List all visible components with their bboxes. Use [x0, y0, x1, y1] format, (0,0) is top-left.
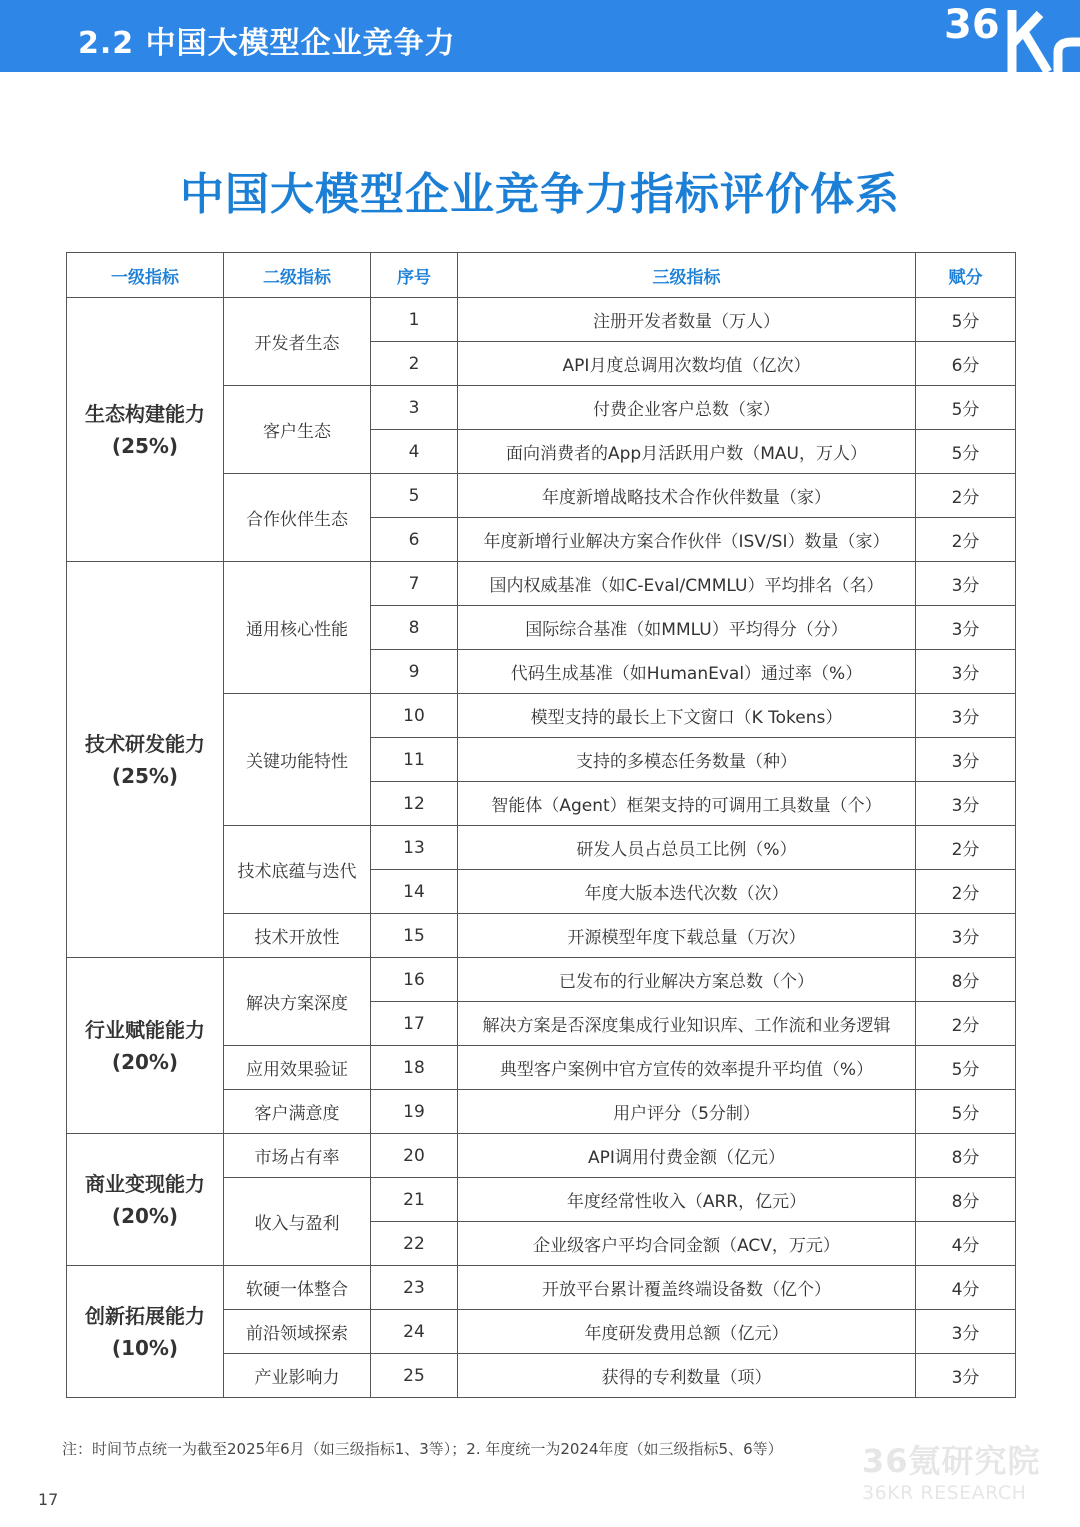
level1-name: 技术研发能力 [85, 731, 205, 756]
table-row [67, 1266, 1016, 1310]
row-number: 11 [371, 738, 458, 782]
level2-cell: 开发者生态 [224, 298, 371, 386]
row-number: 24 [371, 1310, 458, 1354]
row-number: 22 [371, 1222, 458, 1266]
level1-weight: (10%) [111, 1335, 179, 1360]
table-row [67, 958, 1016, 1002]
row-number: 20 [371, 1134, 458, 1178]
section-title: 2.2 中国大模型企业竞争力 [78, 26, 456, 61]
score-cell: 2分 [916, 518, 1016, 562]
level1-name: 创新拓展能力 [85, 1303, 205, 1328]
level2-cell: 前沿领域探索 [224, 1310, 371, 1354]
metric-cell: 获得的专利数量（项） [458, 1354, 916, 1398]
score-cell: 3分 [916, 1354, 1016, 1398]
metric-cell: 国际综合基准（如MMLU）平均得分（分） [458, 606, 916, 650]
level2-cell: 通用核心性能 [224, 562, 371, 694]
metric-cell: 已发布的行业解决方案总数（个） [458, 958, 916, 1002]
page-number: 17 [38, 1490, 59, 1509]
table-row [67, 298, 1016, 342]
score-cell: 3分 [916, 1310, 1016, 1354]
level1-weight: (20%) [111, 1049, 179, 1074]
column-header: 二级指标 [224, 253, 371, 298]
row-number: 19 [371, 1090, 458, 1134]
score-cell: 5分 [916, 1090, 1016, 1134]
row-number: 2 [371, 342, 458, 386]
metric-cell: 典型客户案例中官方宣传的效率提升平均值（%） [458, 1046, 916, 1090]
metric-cell: 支持的多模态任务数量（种） [458, 738, 916, 782]
metric-cell: 开放平台累计覆盖终端设备数（亿个） [458, 1266, 916, 1310]
row-number: 1 [371, 298, 458, 342]
score-cell: 3分 [916, 650, 1016, 694]
row-number: 9 [371, 650, 458, 694]
level2-cell: 应用效果验证 [224, 1046, 371, 1090]
level2-cell: 市场占有率 [224, 1134, 371, 1178]
footnote: 注：时间节点统一为截至2025年6月（如三级指标1、3等）；2. 年度统一为2024年度（如三级指标5、6等） [62, 1440, 783, 1458]
row-number: 6 [371, 518, 458, 562]
level1-cell [67, 1266, 224, 1398]
row-number: 8 [371, 606, 458, 650]
row-number: 18 [371, 1046, 458, 1090]
level1-name: 生态构建能力 [85, 401, 205, 426]
level2-cell: 合作伙伴生态 [224, 474, 371, 562]
level1-cell [67, 1134, 224, 1266]
metric-cell: 付费企业客户总数（家） [458, 386, 916, 430]
level1-weight: (25%) [111, 433, 179, 458]
level1-weight: (20%) [111, 1203, 179, 1228]
metric-cell: 年度经常性收入（ARR，亿元） [458, 1178, 916, 1222]
metric-cell: 面向消费者的App月活跃用户数（MAU，万人） [458, 430, 916, 474]
column-header: 三级指标 [458, 253, 916, 298]
metric-cell: 用户评分（5分制） [458, 1090, 916, 1134]
row-number: 15 [371, 914, 458, 958]
column-header: 赋分 [916, 253, 1016, 298]
metric-cell: API月度总调用次数均值（亿次） [458, 342, 916, 386]
level2-cell: 解决方案深度 [224, 958, 371, 1046]
score-cell: 3分 [916, 738, 1016, 782]
table-header-row [67, 253, 1016, 298]
row-number: 17 [371, 1002, 458, 1046]
score-cell: 3分 [916, 562, 1016, 606]
level2-cell: 收入与盈利 [224, 1178, 371, 1266]
level2-cell: 产业影响力 [224, 1354, 371, 1398]
score-cell: 4分 [916, 1266, 1016, 1310]
level2-cell: 客户生态 [224, 386, 371, 474]
metric-cell: 年度研发费用总额（亿元） [458, 1310, 916, 1354]
level2-cell: 技术开放性 [224, 914, 371, 958]
row-number: 7 [371, 562, 458, 606]
row-number: 5 [371, 474, 458, 518]
row-number: 4 [371, 430, 458, 474]
level2-cell: 技术底蕴与迭代 [224, 826, 371, 914]
metric-cell: 研发人员占总员工比例（%） [458, 826, 916, 870]
metric-cell: 年度新增战略技术合作伙伴数量（家） [458, 474, 916, 518]
main-title: 中国大模型企业竞争力指标评价体系 [180, 169, 900, 220]
score-cell: 2分 [916, 1002, 1016, 1046]
score-cell: 3分 [916, 914, 1016, 958]
metric-cell: 注册开发者数量（万人） [458, 298, 916, 342]
level1-name: 行业赋能能力 [85, 1017, 205, 1042]
score-cell: 2分 [916, 826, 1016, 870]
level1-name: 商业变现能力 [85, 1171, 205, 1196]
row-number: 13 [371, 826, 458, 870]
score-cell: 8分 [916, 958, 1016, 1002]
row-number: 21 [371, 1178, 458, 1222]
level1-cell [67, 298, 224, 562]
level2-cell: 客户满意度 [224, 1090, 371, 1134]
table-row [67, 1134, 1016, 1178]
score-cell: 5分 [916, 1046, 1016, 1090]
level1-cell [67, 562, 224, 958]
svg-text:36: 36 [944, 2, 1000, 48]
metric-cell: 企业级客户平均合同金额（ACV，万元） [458, 1222, 916, 1266]
row-number: 12 [371, 782, 458, 826]
level1-weight: (25%) [111, 763, 179, 788]
table-row [67, 562, 1016, 606]
score-cell: 3分 [916, 606, 1016, 650]
metric-cell: API调用付费金额（亿元） [458, 1134, 916, 1178]
score-cell: 2分 [916, 474, 1016, 518]
score-cell: 8分 [916, 1178, 1016, 1222]
score-cell: 3分 [916, 694, 1016, 738]
row-number: 25 [371, 1354, 458, 1398]
level2-cell: 软硬一体整合 [224, 1266, 371, 1310]
score-cell: 4分 [916, 1222, 1016, 1266]
metric-cell: 模型支持的最长上下文窗口（K Tokens） [458, 694, 916, 738]
row-number: 23 [371, 1266, 458, 1310]
watermark-title: 36氪研究院 [862, 1442, 1041, 1480]
score-cell: 3分 [916, 782, 1016, 826]
level2-cell: 关键功能特性 [224, 694, 371, 826]
watermark-subtitle: 36KR RESEARCH [862, 1482, 1027, 1504]
row-number: 14 [371, 870, 458, 914]
metric-cell: 年度大版本迭代次数（次） [458, 870, 916, 914]
row-number: 16 [371, 958, 458, 1002]
metric-cell: 代码生成基准（如HumanEval）通过率（%） [458, 650, 916, 694]
score-cell: 5分 [916, 298, 1016, 342]
score-cell: 5分 [916, 430, 1016, 474]
36kr-logo [944, 0, 1080, 72]
score-cell: 5分 [916, 386, 1016, 430]
metric-cell: 开源模型年度下载总量（万次） [458, 914, 916, 958]
level1-cell [67, 958, 224, 1134]
row-number: 3 [371, 386, 458, 430]
column-header: 序号 [371, 253, 458, 298]
score-cell: 6分 [916, 342, 1016, 386]
score-cell: 2分 [916, 870, 1016, 914]
metric-cell: 年度新增行业解决方案合作伙伴（ISV/SI）数量（家） [458, 518, 916, 562]
score-cell: 8分 [916, 1134, 1016, 1178]
metric-cell: 智能体（Agent）框架支持的可调用工具数量（个） [458, 782, 916, 826]
row-number: 10 [371, 694, 458, 738]
column-header: 一级指标 [67, 253, 224, 298]
metric-cell: 解决方案是否深度集成行业知识库、工作流和业务逻辑 [458, 1002, 916, 1046]
metric-cell: 国内权威基准（如C-Eval/CMMLU）平均排名（名） [458, 562, 916, 606]
metrics-table [66, 252, 1016, 1398]
